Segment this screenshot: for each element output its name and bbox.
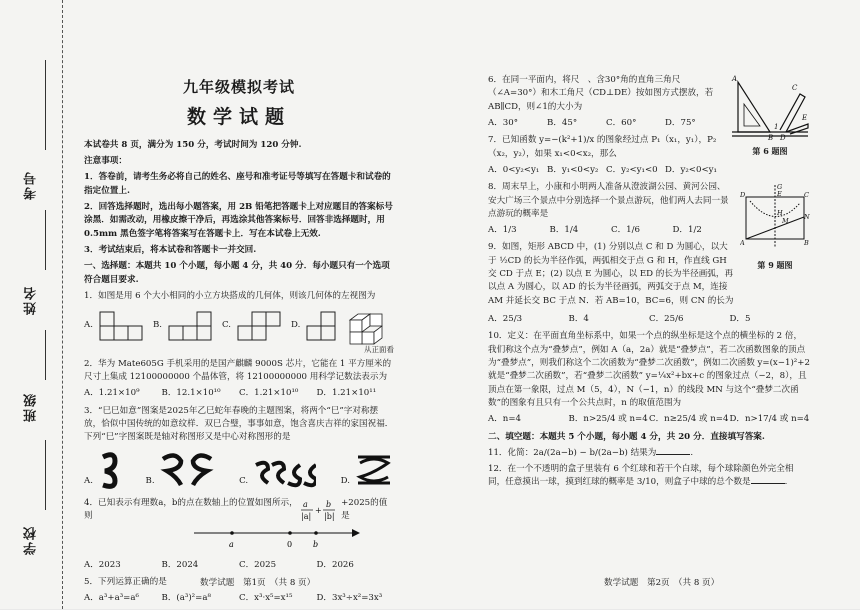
q9-label-n: N <box>804 213 810 222</box>
q9-label-a: A <box>740 239 745 248</box>
page-2 <box>488 74 810 493</box>
page-1 <box>84 0 394 610</box>
section-1-heading: 一、选择题：本题共 10 个小题，每小题 4 分，共 40 分．每小题只有一个选项符合题目要求. <box>84 261 390 285</box>
q9-label-e: E <box>777 190 782 199</box>
q4-label-b: b <box>313 540 319 550</box>
q3-pattern-a <box>97 451 121 489</box>
q2-stem: 2．华为 Mate605G 手机采用的是国产麒麟 9000S 芯片，它能在 1 平方厘米的尺寸上集成 12100000000 个晶体管，将 12100000000 用科学记数法表示为 <box>84 358 392 383</box>
kaohao-line <box>45 60 46 150</box>
subject-title: 数学试题 <box>186 106 291 129</box>
q5-option-d[interactable]: D．3x³÷x²=3x³ <box>316 593 383 604</box>
q6-stem: 6．在同一平面内，将尺ㅤ、含30°角的直角三角尺（∠A=30°）和木工角尺（CD⊥DE）按如图方式摆放，若 AB∥CD，则∠1的大小为 <box>488 75 714 112</box>
q1-option-c[interactable]: C. <box>222 320 232 331</box>
notice-1: 1．答卷前，请考生务必将自己的姓名、座号和准考证号等填写在答题卡和试卷的指定位置上. <box>84 172 391 196</box>
q1-view-a <box>99 311 147 341</box>
q4-option-a[interactable]: A．2023 <box>84 559 121 570</box>
q1-solid-figure <box>344 306 388 346</box>
q12-answer-blank[interactable] <box>751 483 785 484</box>
q9-label-d: D <box>740 191 746 200</box>
q1-view-c <box>237 311 285 341</box>
q8-option-a[interactable]: A．1/3 <box>488 225 517 236</box>
q9-stem: 9．如图，矩形 ABCD 中，(1) 分别以点 C 和 D 为圆心，以大于 ½CD 的长为半径作弧，两弧相交于点 G 和 H，作直线 GH 交 CD 于点 E；(2) 以点 E 为圆心，以 ED 的长为半径画弧，再以点 A 为圆心，以 AD 的长为半径画弧，两弧交于点 M，连接 AM 并延长交 BC 于点 N．若 AB=10，BC=6，则 CN 的长为 <box>488 242 734 306</box>
q9-diagram <box>740 181 810 253</box>
q6-label-a: A <box>732 75 738 83</box>
q9-options <box>488 313 810 326</box>
q9-label-m: M <box>782 217 789 226</box>
q2-option-d[interactable]: D．1.21×10¹¹ <box>316 388 377 399</box>
q4-option-d[interactable]: D．2026 <box>316 559 354 570</box>
q6-label-d: D <box>780 134 786 140</box>
svg-text:|a|: |a| <box>301 511 312 521</box>
q12-tail: . <box>784 477 788 488</box>
q6-option-b[interactable]: B．45° <box>547 117 578 128</box>
xingming-line <box>45 210 46 270</box>
q6-label-angle1: 1 <box>774 123 779 131</box>
q2-option-a[interactable]: A．1.21×10⁹ <box>84 388 140 399</box>
q9-label-h: H <box>777 209 783 218</box>
q7-options <box>488 164 724 177</box>
svg-text:b: b <box>326 499 332 509</box>
q7-option-c[interactable]: C．y₂<y₁<0 <box>606 164 658 175</box>
q9-label-g: G <box>777 183 783 192</box>
q6-figure <box>730 74 810 181</box>
q7-option-b[interactable]: B．y₁<0<y₂ <box>547 164 599 175</box>
q11-row <box>488 447 810 460</box>
q5-option-a[interactable]: A．a³+a³=a⁶ <box>84 593 139 604</box>
q8-stem: 8．周末早上，小康和小明两人准备从澄波湖公园、黄河公园、安大广场三个景点中分别选择一个景点游玩，他们两人去同一景点游玩的概率是 <box>488 182 729 219</box>
q10-option-d[interactable]: D．n>17/4 或 n=4 <box>729 414 810 425</box>
q1-view-d <box>306 311 338 341</box>
q12-row <box>488 463 810 490</box>
section-2-heading: 二、填空题：本题共 5 个小题，每小题 4 分，共 20 分．直接填写答案. <box>488 431 765 442</box>
q6-label-c: C <box>792 84 798 92</box>
q7-stem: 7．已知函数 y=−(k²+1)/x 的图象经过点 P₁（x₁，y₁），P₂（x₂，y₂），如果 x₁<0<x₂，那么 <box>488 135 717 159</box>
q11-stem: 11．化简：2a/(2a−b) − b/(2a−b) 结果为 <box>488 447 657 458</box>
q8-options <box>488 224 734 237</box>
q4-options <box>84 559 394 572</box>
q3-pattern-d <box>354 451 394 489</box>
q3-option-a[interactable]: A. <box>84 476 93 487</box>
q10-stem: 10．定义：在平面直角坐标系中，如果一个点的纵坐标是这个点的横坐标的 2 倍，我们称这个点为“叠梦点”，例如 A（a，2a）就是“叠梦点”，若二次函数图象的顶点为“叠梦点”，则我们称这个二次函数为“叠梦二次函数”，例如二次函数 y=(x−1)²+2 就是“叠梦二次函数”，若“叠梦二次函数” y=¼x²+bx+c 的图象过点（−2，8），且顶点在第一象限，过点 M（5，4），N（−1，n）的线段 MN 与这个“叠梦二次函数”的图象有且只有一个公共点时，n 的取值范围为 <box>488 331 810 408</box>
q4-stem-row <box>84 497 394 524</box>
notice-2: 2．回答选择题时，选出每小题答案，用 2B 铅笔把答题卡上对应题目的答案标号涂黑．如需改动，用橡皮擦干净后，再选涂其他答案标号．回答非选择题时，用 0.5mm 黑色签字笔将答案写在答题卡上．写在本试卷上无效. <box>84 201 393 239</box>
q6-caption: 第 6 题图 <box>752 146 788 157</box>
q4-label-zero: 0 <box>287 540 293 550</box>
q9-caption: 第 9 题图 <box>757 259 793 270</box>
q7-option-d[interactable]: D．y₂<0<y₁ <box>665 164 717 175</box>
q8-option-c[interactable]: C．1/6 <box>611 225 640 236</box>
q8-option-b[interactable]: B．1/4 <box>549 225 579 236</box>
q2-options <box>84 387 394 400</box>
q4-label-a: a <box>229 540 234 550</box>
q6-diagram <box>730 74 810 140</box>
q6-block <box>488 74 810 181</box>
footer-page-1: 数学试题 第1页 （共 8 页） <box>200 578 316 588</box>
q1-view-b <box>168 311 216 341</box>
q5-option-c[interactable]: C．x³·x⁵=x¹⁵ <box>239 593 293 604</box>
q3-pattern-c <box>252 459 316 489</box>
q4-expression <box>300 499 339 521</box>
q5-stem: 5．下列运算正确的是 <box>84 576 167 587</box>
binding-strip <box>0 0 63 609</box>
footer-page-2: 数学试题 第2页 （共 8 页） <box>604 578 720 588</box>
q10-option-c[interactable]: C．n≥25/4 或 n=4 <box>649 414 729 425</box>
q10-option-a[interactable]: A．n=4 <box>488 414 522 425</box>
q3-option-c[interactable]: C. <box>239 476 249 487</box>
q9-option-b[interactable]: B．4 <box>568 314 589 324</box>
q9-figure <box>740 181 810 311</box>
q4-stem-tail: +2025的值是 <box>341 497 388 521</box>
svg-text:+: + <box>315 505 323 515</box>
q6-option-a[interactable]: A．30° <box>488 117 519 128</box>
q11-answer-blank[interactable] <box>656 454 690 455</box>
q9-label-c: C <box>804 191 809 200</box>
q6-label-b: B <box>768 134 774 140</box>
q10-options <box>488 413 810 426</box>
q6-options <box>488 117 724 130</box>
svg-text:|b|: |b| <box>324 511 335 521</box>
q9-option-a[interactable]: A．25/3 <box>488 314 523 324</box>
banji-line <box>45 330 46 380</box>
intro-text: 本试卷共 8 页，满分为 150 分，考试时间为 120 分钟. <box>84 139 302 150</box>
q4-option-b[interactable]: B．2024 <box>161 559 199 570</box>
q1-options <box>84 306 394 346</box>
q7-option-a[interactable]: A．0<y₂<y₁ <box>488 164 540 175</box>
svg-text:a: a <box>303 499 309 509</box>
exam-title: 九年级模拟考试 <box>182 78 295 96</box>
q3-option-d[interactable]: D. <box>340 476 350 487</box>
q1-option-b[interactable]: B. <box>152 320 163 331</box>
q4-option-c[interactable]: C．2025 <box>239 559 277 570</box>
q2-option-b[interactable]: B．12.1×10¹⁰ <box>161 388 221 399</box>
q3-pattern-b <box>159 451 215 489</box>
q1-option-d[interactable]: D. <box>291 320 301 331</box>
notice-title: 注意事项： <box>84 156 127 166</box>
banji-label: 班级 <box>24 392 39 422</box>
q5-option-b[interactable]: B．(a³)²=a⁸ <box>161 593 211 604</box>
kaohao-label: 考号 <box>24 170 39 200</box>
q1-stem: 1．如图是用 6 个大小相同的小立方块搭成的几何体，则该几何体的左视图为 <box>84 290 376 301</box>
xuexiao-line <box>45 440 46 510</box>
xuexiao-label: 学校 <box>24 525 39 555</box>
q1-option-a[interactable]: A. <box>84 320 93 331</box>
q9-option-c[interactable]: C．25/6 <box>649 314 684 324</box>
q9-label-b: B <box>804 239 809 248</box>
q11-tail: . <box>690 447 694 458</box>
q6-label-e: E <box>802 114 808 122</box>
q12-stem: 12．在一个不透明的盒子里装有 6 个红球和若干个白球，每个球除颜色外完全相同，任意摸出一球，摸到红球的概率是 3/10，则盒子中球的总个数是 <box>488 464 794 488</box>
q6-option-d[interactable]: D．75° <box>665 117 696 128</box>
q3-option-b[interactable]: B. <box>145 476 155 487</box>
notice-3: 3．考试结束后，将本试卷和答题卡一并交回. <box>84 244 257 255</box>
q3-options <box>84 451 394 489</box>
q3-stem: 3．“巳巳如意”图案是2025年乙巳蛇年春晚的主题图案，将两个“巳”字对称摆放，恰似中国传统的如意纹样．双巳合璧，事事如意，饱含喜庆吉祥的家国祝福．下列“巳”字图案既是轴对称图形又是中心对称图形的是 <box>84 405 394 443</box>
q6-option-c[interactable]: C．60° <box>606 117 637 128</box>
q5-options <box>84 592 394 605</box>
q4-stem: 4．已知表示有理数a，b的点在数轴上的位置如图所示，则 <box>84 497 298 521</box>
q1-view-label: 从正面看 <box>364 345 394 355</box>
q4-number-line <box>84 523 394 551</box>
q8-q9-block <box>488 181 810 311</box>
q9-option-d[interactable]: D．5 <box>729 314 751 324</box>
q2-option-c[interactable]: C．1.21×10¹⁰ <box>239 388 299 399</box>
q10-option-b[interactable]: B．n>25/4 或 n=4 <box>568 414 648 425</box>
q8-option-d[interactable]: D．1/2 <box>672 225 702 236</box>
xingming-label: 姓名 <box>24 285 39 315</box>
